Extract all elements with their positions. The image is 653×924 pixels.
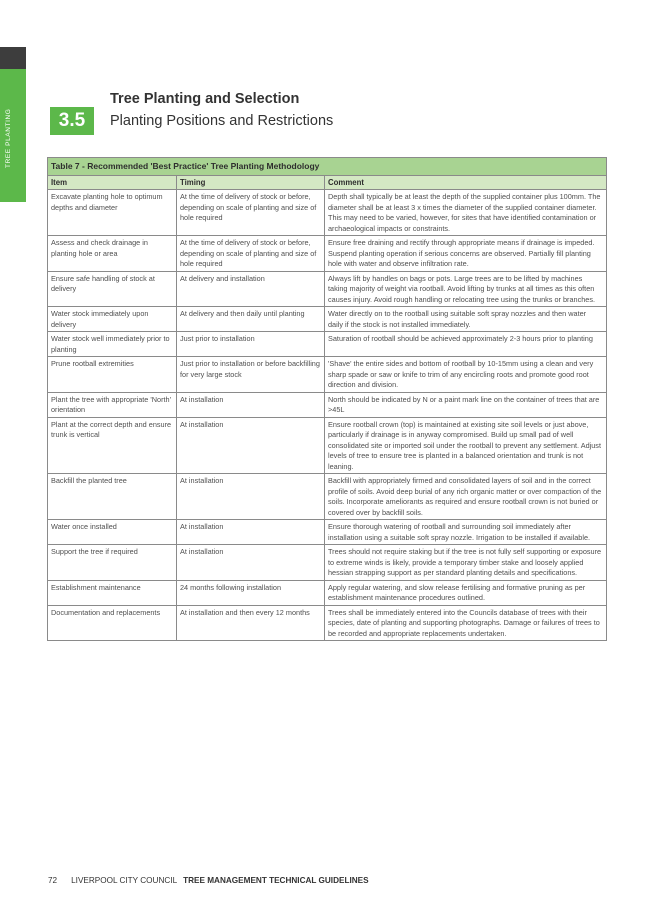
table-row: [48, 392, 607, 417]
cell-comment: 'Shave' the entire sides and bottom of rootball by 10-15mm using a clean and very sharp spade or saw or knife to trim of any encircling roots and promote good root direction and division.: [325, 357, 607, 393]
footer-guide-title: TREE MANAGEMENT TECHNICAL GUIDELINES: [183, 876, 369, 885]
table-row: [48, 545, 607, 581]
footer-council: LIVERPOOL CITY COUNCIL: [71, 876, 178, 885]
cell-timing: At installation: [177, 392, 325, 417]
cell-comment: Apply regular watering, and slow release fertilising and formative pruning as per establishment maintenance procedures outlined.: [325, 580, 607, 605]
cell-comment: Trees shall be immediately entered into the Councils database of trees with their species, date of planting and supporting photographs. Damage or failures of trees to be recorded and appropriate replacements undertaken.: [325, 605, 607, 641]
cell-item: Ensure safe handling of stock at delivery: [48, 271, 177, 307]
cell-item: Excavate planting hole to optimum depths and diameter: [48, 190, 177, 236]
cell-timing: At installation: [177, 417, 325, 474]
cell-timing: At delivery and then daily until planting: [177, 307, 325, 332]
cell-item: Documentation and replacements: [48, 605, 177, 641]
cell-timing: At installation: [177, 520, 325, 545]
cell-item: Water stock well immediately prior to planting: [48, 332, 177, 357]
page-number: 72: [48, 876, 58, 885]
table-row: [48, 236, 607, 272]
cell-item: Water once installed: [48, 520, 177, 545]
cell-timing: At installation and then every 12 months: [177, 605, 325, 641]
cell-comment: Ensure free draining and rectify through appropriate means if drainage is impeded. Suspend planting operation if serious concerns are observed. Partially fill planting hole with water and observe infiltration rate.: [325, 236, 607, 272]
cell-comment: Saturation of rootball should be achieved approximately 2-3 hours prior to planting: [325, 332, 607, 357]
cell-timing: Just prior to installation or before backfilling for very large stock: [177, 357, 325, 393]
cell-timing: At delivery and installation: [177, 271, 325, 307]
table-row: [48, 190, 607, 236]
table-row: [48, 307, 607, 332]
cell-timing: At the time of delivery of stock or before, depending on scale of planting and size of hole required: [177, 236, 325, 272]
cell-timing: Just prior to installation: [177, 332, 325, 357]
cell-comment: Water directly on to the rootball using suitable soft spray nozzles and then water daily if the stock is not installed immediately.: [325, 307, 607, 332]
cell-comment: North should be indicated by N or a paint mark line on the container of trees that are >45L: [325, 392, 607, 417]
table-caption: Table 7 - Recommended 'Best Practice' Tree Planting Methodology: [48, 158, 607, 176]
cell-comment: Depth shall typically be at least the depth of the supplied container plus 100mm. The diameter shall be at least 3 x times the diameter of the supplied container diameter. This may need to be varied, however, for sites that have identified contamination or archaeological impacts or constraints.: [325, 190, 607, 236]
table-body: [48, 190, 607, 641]
column-header-timing: Timing: [177, 175, 325, 190]
table-row: [48, 417, 607, 474]
table-row: [48, 580, 607, 605]
cell-comment: Ensure rootball crown (top) is maintained at existing site soil levels or just above, particularly if drainage is in anyway compromised. Build up small pad of well consolidated site or imported soil under the rootball to prevent any settlement. Adjust levels of tree to ensure tree is planted in a balanced orientation and trunk is not leaning.: [325, 417, 607, 474]
cell-item: Support the tree if required: [48, 545, 177, 581]
page-footer: [48, 876, 369, 885]
cell-item: Assess and check drainage in planting hole or area: [48, 236, 177, 272]
side-tab: [0, 69, 26, 202]
cell-timing: At installation: [177, 545, 325, 581]
section-title: Tree Planting and Selection: [110, 91, 300, 107]
section-number-badge: 3.5: [50, 107, 94, 135]
cell-comment: Always lift by handles on bags or pots. Large trees are to be lifted by machines taking majority of weight via rootball. Avoid lifting by trunks at all times as this often causes injury. Avoid rough handling or relocating tree using the trunks or branches.: [325, 271, 607, 307]
cell-item: Prune rootball extremities: [48, 357, 177, 393]
side-tab-dark-block: [0, 47, 26, 69]
column-header-comment: Comment: [325, 175, 607, 190]
cell-comment: Trees should not require staking but if the tree is not fully self supporting or exposure to extreme winds is likely, provide a temporary timber stake and loosely applied hessian strapping support as per standard planting details and specifications.: [325, 545, 607, 581]
cell-item: Establishment maintenance: [48, 580, 177, 605]
cell-item: Backfill the planted tree: [48, 474, 177, 520]
table-row: [48, 357, 607, 393]
cell-comment: Backfill with appropriately firmed and consolidated layers of soil and in the correct profile of soils. Avoid deep burial of any rich organic matter or over compaction of the soils. Incorporate ameliorants as required and ensure rootball crown is not buried or covered over by backfill soils.: [325, 474, 607, 520]
table-row: [48, 520, 607, 545]
cell-item: Plant the tree with appropriate 'North' orientation: [48, 392, 177, 417]
cell-item: Plant at the correct depth and ensure trunk is vertical: [48, 417, 177, 474]
column-header-item: Item: [48, 175, 177, 190]
cell-timing: At installation: [177, 474, 325, 520]
cell-comment: Ensure thorough watering of rootball and surrounding soil immediately after installation using a suitable soft spray nozzle. Irrigation to be installed if available.: [325, 520, 607, 545]
table-row: [48, 474, 607, 520]
cell-item: Water stock immediately upon delivery: [48, 307, 177, 332]
side-tab-label: TREE PLANTING: [5, 108, 12, 168]
planting-methodology-table: [47, 157, 607, 641]
cell-timing: At the time of delivery of stock or before, depending on scale of planting and size of hole required: [177, 190, 325, 236]
table-row: [48, 332, 607, 357]
section-subtitle: Planting Positions and Restrictions: [110, 113, 334, 129]
cell-timing: 24 months following installation: [177, 580, 325, 605]
table-row: [48, 605, 607, 641]
table-row: [48, 271, 607, 307]
